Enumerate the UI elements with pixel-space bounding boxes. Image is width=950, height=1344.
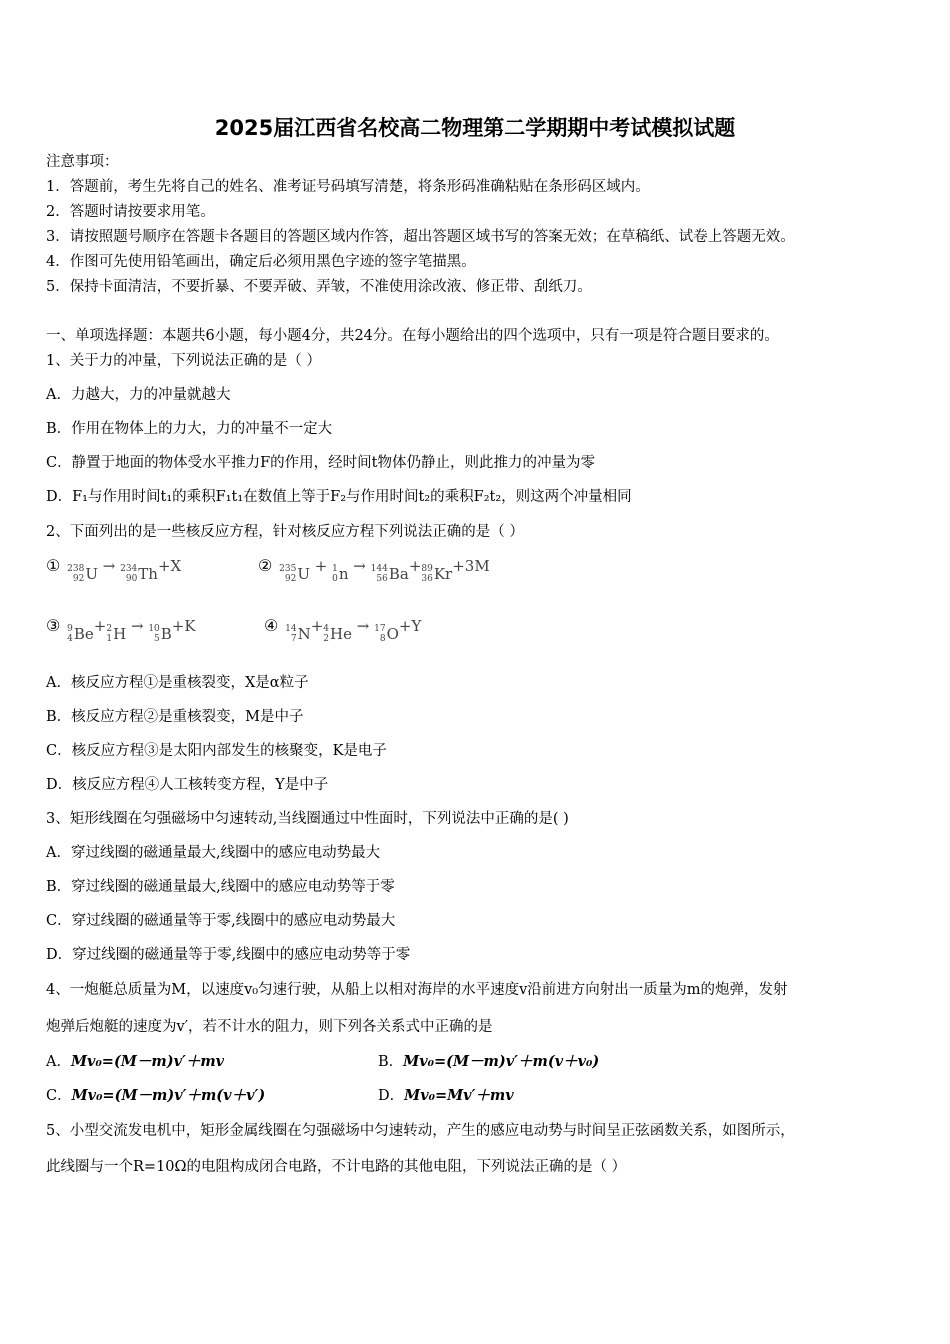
equation-number: ③ <box>46 616 61 635</box>
question-5-stem: 5、小型交流发电机中，矩形金属线圈在匀强磁场中匀速转动，产生的感应电动势与时间呈正弦函数关系，如图所示， <box>46 1123 795 1139</box>
question-2-stem: 2、下面列出的是一些核反应方程，针对核反应方程下列说法正确的是（ ） <box>46 524 524 540</box>
question-2-option-c: C．核反应方程③是太阳内部发生的核聚变，K是电子 <box>46 743 387 759</box>
question-4-option-c: C．Mv₀=(M－m)v′＋m(v＋v′) <box>46 1087 266 1104</box>
question-3-option-a: A．穿过线圈的磁通量最大,线圈中的感应电动势最大 <box>46 845 381 861</box>
question-4-option-d: D．Mv₀=Mv′＋mv <box>378 1087 514 1104</box>
notice-item: 5．保持卡面清洁，不要折暴、不要弄破、弄皱，不准使用涂改液、修正带、刮纸刀。 <box>46 279 592 295</box>
question-1-option-b: B．作用在物体上的力大，力的冲量不一定大 <box>46 421 333 437</box>
equation-number: ④ <box>264 616 279 635</box>
notice-item: 1．答题前，考生先将自己的姓名、准考证号码填写清楚，将条形码准确粘贴在条形码区域内。 <box>46 179 650 195</box>
question-1-option-c: C．静置于地面的物体受水平推力F的作用，经时间t物体仍静止，则此推力的冲量为零 <box>46 455 595 471</box>
question-3-option-c: C．穿过线圈的磁通量等于零,线圈中的感应电动势最大 <box>46 913 396 929</box>
nuclear-equation-3: ③ 9 4 Be + 2 1 H → 10 5 B +K <box>46 616 196 644</box>
question-3-option-d: D．穿过线圈的磁通量等于零,线圈中的感应电动势等于零 <box>46 947 411 963</box>
question-4-stem: 4、一炮艇总质量为M，以速度v₀匀速行驶，从船上以相对海岸的水平速度v沿前进方向射出一质量为m的炮弹，发射 <box>46 982 788 998</box>
notice-item: 4．作图可先使用铅笔画出，确定后必须用黑色字迹的签字笔描黑。 <box>46 254 476 270</box>
question-1-stem: 1、关于力的冲量，下列说法正确的是（ ） <box>46 353 321 369</box>
notice-heading: 注意事项： <box>46 154 119 170</box>
notice-item: 2．答题时请按要求用笔。 <box>46 204 215 220</box>
notice-item: 3．请按照题号顺序在答题卡各题目的答题区域内作答，超出答题区域书写的答案无效；在草稿纸、试卷上答题无效。 <box>46 229 795 245</box>
question-2-option-a: A．核反应方程①是重核裂变，X是α粒子 <box>46 675 309 691</box>
nuclear-equation-1: ① 238 92 U → 234 90 Th +X <box>46 556 182 584</box>
question-1-option-a: A．力越大，力的冲量就越大 <box>46 387 231 403</box>
question-1-option-d: D．F₁与作用时间t₁的乘积F₁t₁在数值上等于F₂与作用时间t₂的乘积F₂t₂，则这两个冲量相同 <box>46 489 632 505</box>
nuclear-equation-4: ④ 14 7 N + 4 2 He → 17 8 O +Y <box>264 616 422 644</box>
question-4-option-a: A．Mv₀=(M－m)v′＋mv <box>46 1053 225 1070</box>
question-4-option-b: B．Mv₀=(M－m)v′＋m(v＋v₀) <box>378 1053 600 1070</box>
question-4-stem-cont: 炮弹后炮艇的速度为v′，若不计水的阻力，则下列各关系式中正确的是 <box>46 1019 493 1035</box>
nuclear-equation-2: ② 235 92 U + 1 0 n → 144 56 Ba + 89 36 Kr +3M <box>258 556 490 584</box>
question-3-option-b: B．穿过线圈的磁通量最大,线圈中的感应电动势等于零 <box>46 879 395 895</box>
question-2-option-b: B．核反应方程②是重核裂变，M是中子 <box>46 709 304 725</box>
question-3-stem: 3、矩形线圈在匀强磁场中匀速转动,当线圈通过中性面时，下列说法中正确的是( ) <box>46 811 569 827</box>
equation-number: ② <box>258 556 273 575</box>
page-title: 2025届江西省名校高二物理第二学期期中考试模拟试题 <box>214 116 736 140</box>
question-5-stem-cont: 此线圈与一个R=10Ω的电阻构成闭合电路，不计电路的其他电阻，下列说法正确的是（ ） <box>46 1159 627 1175</box>
question-2-option-d: D．核反应方程④人工核转变方程，Y是中子 <box>46 777 329 793</box>
equation-number: ① <box>46 556 61 575</box>
section-heading: 一、单项选择题：本题共6小题，每小题4分，共24分。在每小题给出的四个选项中，只有一项是符合题目要求的。 <box>46 328 779 344</box>
